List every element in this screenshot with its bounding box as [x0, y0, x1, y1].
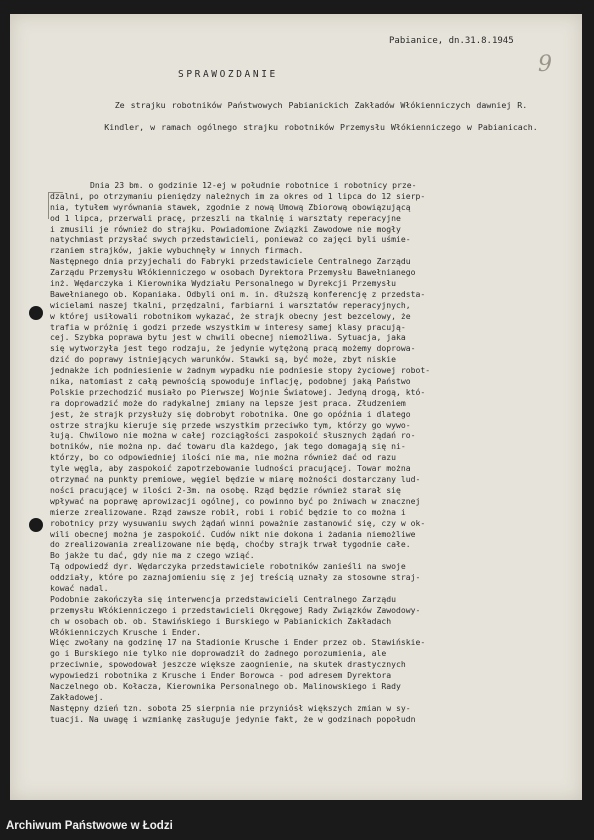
- document-date: Pabianice, dn.31.8.1945: [389, 36, 514, 46]
- body-line: rzaniem strajków, jakie wybuchnęły w innych firmach.: [50, 245, 304, 256]
- body-line: i zmusili je również do strajku. Powiadomione Związki Zawodowe nie mogły: [50, 223, 401, 234]
- body-line: do zrealizowania zrealizowane nie będą, choćby strajk trwał tygodnie całe.: [50, 539, 411, 550]
- body-line: ra doprowadzić może do radykalnej zmiany na lepsze jest praca. Złudzeniem: [50, 397, 406, 408]
- body-line: przemysłu Włókienniczego i przedstawicieli Okręgowej Rady Związków Zawodowy-: [50, 604, 421, 615]
- body-line: Bawełnianego ob. Kopaniaka. Odbyli oni m. in. dłuższą konferencję z przedsta-: [50, 288, 426, 299]
- body-line: tuacji. Na uwagę i wzmiankę zasługuje jedynie fakt, że w godzinach popołudn: [50, 713, 416, 724]
- body-line: botników, nie można np. dać towaru dla każdego, jak tego domagają się ni-: [50, 441, 406, 452]
- body-line: dzalni, po otrzymaniu pieniędzy należnych im za okres od 1 lipca do 12 sierp-: [50, 190, 426, 201]
- report-body: [50, 180, 572, 725]
- body-line: od 1 lipca, przerwali pracę, przeszli na tkalnię i warsztaty reperacyjne: [50, 212, 401, 223]
- body-line: Zarządu Przemysłu Włókienniczego w osobach Dyrektora Przemysłu Bawełnianego: [50, 267, 416, 278]
- body-line: przeciwnie, spowodował jeszcze większe zaognienie, na skutek drastycznych: [50, 659, 406, 670]
- body-line: Włókienniczych Krusche i Ender.: [50, 626, 202, 637]
- body-line: Zakładowej.: [50, 691, 104, 702]
- body-line: ostrze strajku kieruje się przede wszystkim przeciwko tym, którzy go wywo-: [50, 419, 411, 430]
- body-line: Następny dzień tzn. sobota 25 sierpnia nie przyniósł większych zmian w sy-: [50, 702, 411, 713]
- body-line: wpływać na poprawę aprowizacji ogólnej, co powinno być po żniwach w znacznej: [50, 495, 421, 506]
- body-line: wili obecnej można je zaspokoić. Cudów nikt nie dokona i żadania niemożliwe: [50, 528, 416, 539]
- document-title: SPRAWOZDANIE: [178, 69, 278, 80]
- body-line: wicielami naszej tkalni, przędzalni, farbiarni i warsztatów reperacyjnych,: [50, 299, 411, 310]
- archive-page-number: 9: [538, 52, 552, 77]
- body-line: kować nadal.: [50, 582, 109, 593]
- body-line: Więc zwołany na godzinę 17 na Stadionie Krusche i Ender przez ob. Stawińskie-: [50, 637, 426, 648]
- body-line: w której usiłowali robotnikom wykazać, że strajk obecny jest bezcelowy, że: [50, 310, 411, 321]
- body-line: Podobnie zakończyła się interwencja przedstawicieli Centralnego Zarządu: [50, 593, 396, 604]
- body-line: wypowiedzi robotnika z Krusche i Ender Borowca - pod adresem Dyrektora: [50, 670, 392, 681]
- body-line: jednakże ich podniesienie w żadnym wypadku nie podniesie stopy życiowej robot-: [50, 365, 431, 376]
- archive-footer: Archiwum Państwowe w Łodzi: [0, 812, 594, 840]
- body-line: ch w osobach ob. ob. Stawińskiego i Burskiego w Pabianickich Zakładach: [50, 615, 392, 626]
- body-line: Następnego dnia przyjechali do Fabryki przedstawiciele Centralnego Zarządu: [50, 256, 411, 267]
- body-line: trafia w próżnię i godzi przede wszystkim w interesy samej klasy pracują-: [50, 321, 406, 332]
- body-line: dzić do poprawy istniejących warunków. Stawki są, być może, zbyt niskie: [50, 354, 396, 365]
- body-line: mierze zrealizowane. Rząd zawsze robił, robi i robić będzie to co można i: [50, 506, 406, 517]
- body-line: którzy, bo co odpowiedniej ilości nie ma, nie można również dać od razu: [50, 452, 396, 463]
- body-line: Polskie przechodzić musiało po Pierwszej Wojnie Światowej. Jedyną drogą, któ-: [50, 386, 426, 397]
- body-line: cej. Szybka poprawa bytu jest w chwili obecnej niemożliwa. Sytuacja, jaka: [50, 332, 406, 343]
- body-line: otrzymać na punkty premiowe, węgiel będzie w miarę możności dostarczany lud-: [50, 474, 421, 485]
- body-line: Bo jakże tu dać, gdy nie ma z czego wziąć.: [50, 550, 255, 561]
- body-line: Dnia 23 bm. o godzinie 12-ej w południe robotnice i robotnicy prze-: [90, 180, 417, 190]
- body-line: nika, natomiast z całą pewnością spowoduje inflację, podobnej jaką Państwo: [50, 376, 411, 387]
- body-line: nia, tytułem wyrównania stawek, zgodnie z nową Umową Zbiorową obowiązującą: [50, 201, 411, 212]
- body-line: Naczelnego ob. Kołacza, Kierownika Personalnego ob. Malinowskiego i Rady: [50, 680, 401, 691]
- body-line: jest, że strajk przysłuży się dobrobyt robotnika. One go opóźnia i dlatego: [50, 408, 411, 419]
- body-line: natychmiast przysłać swych przedstawicieli, ponieważ co zajęci byli uśmie-: [50, 234, 411, 245]
- body-line: go i Burskiego nie tylko nie doprowadził do żadnego porozumienia, ale: [50, 648, 387, 659]
- body-line: inż. Wędarczyka i Kierownika Wydziału Personalnego w Dyrekcji Przemysłu: [50, 278, 396, 289]
- body-line: ności pracującej w ilości 2-3m. na osobę. Rząd będzie również starał się: [50, 484, 401, 495]
- body-line: Tą odpowiedź dyr. Wędarczyka przedstawiciele robotników zanieśli na swoje: [50, 561, 406, 572]
- body-line: się wytworzyła jest tego rodzaju, że jedynie wytężoną pracą możemy doprowa-: [50, 343, 416, 354]
- body-line: oddziały, które po zaznajomieniu się z jej treścią uznały za stosowne straj-: [50, 572, 421, 583]
- body-line: łują. Chwilowo nie można w całej rozciągłości zaspokoić słusznych żądań ro-: [50, 430, 416, 441]
- document-subtitle: Ze strajku robotników Państwowych Pabianickich Zakładów Włókienniczych dawniej R. Kindler, w ramach ogólnego strajku robotników Przemysłu Włókienniczego w Pabianicach.: [104, 100, 538, 132]
- punch-hole-bottom: [29, 518, 43, 532]
- punch-hole-top: [29, 306, 43, 320]
- body-line: robotnicy przy wysuwaniu swych żądań winni poważnie zastanowić się, czy w ok-: [50, 517, 426, 528]
- body-line: tyle węgla, aby zaspokoić zapotrzebowanie ludności pracującej. Towar można: [50, 463, 411, 474]
